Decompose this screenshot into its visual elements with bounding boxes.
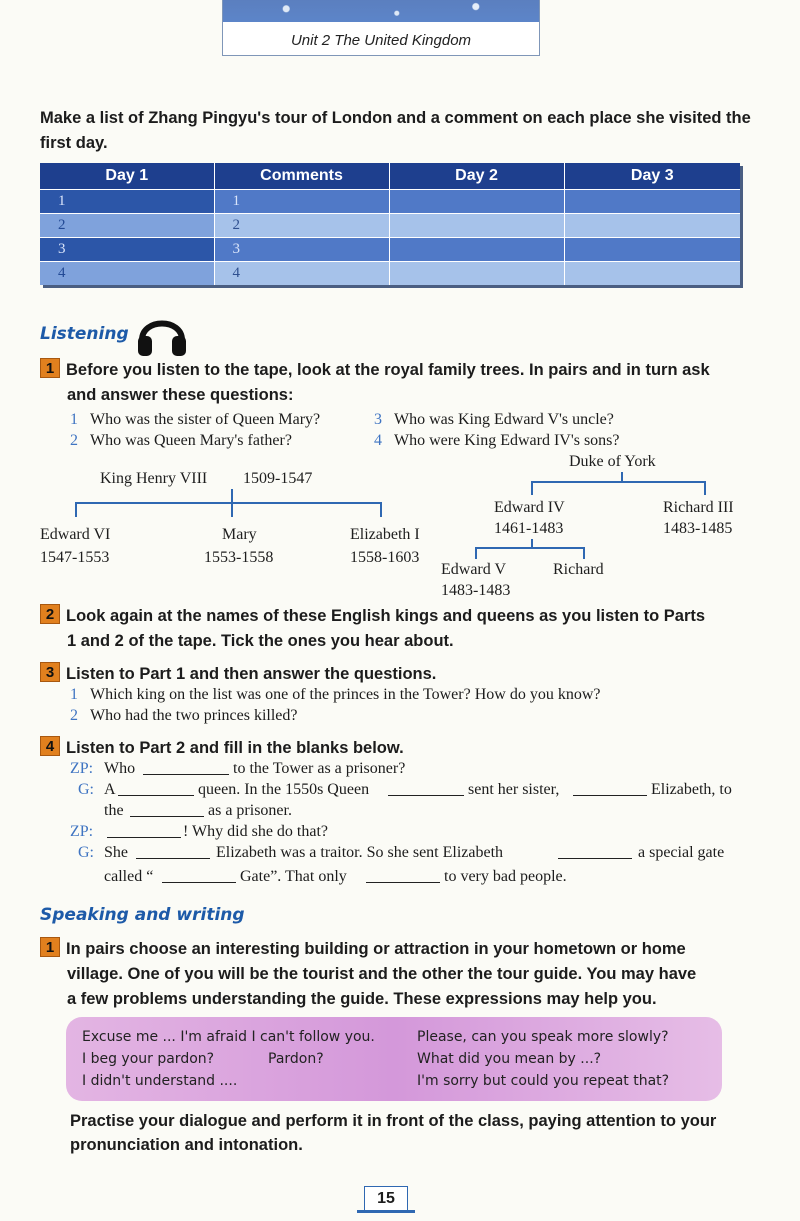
listening-task-4	[40, 736, 404, 761]
tree-line	[704, 481, 706, 495]
expression: Pardon?	[268, 1051, 324, 1067]
tree-node-years: 1483-1483	[441, 582, 511, 599]
tree-line	[380, 502, 382, 517]
listening-task-1	[40, 358, 760, 383]
table-row	[40, 237, 740, 261]
dialogue-text: queen. In the 1550s Queen	[198, 781, 370, 798]
tree-line	[475, 547, 584, 549]
unit-header	[222, 0, 540, 56]
speaker-label: G:	[78, 844, 94, 861]
task-number: 2	[40, 604, 60, 624]
task-text: Listen to Part 2 and fill in the blanks below.	[66, 739, 404, 757]
tree-root-name: King Henry VIII	[100, 470, 208, 487]
table-cell	[389, 261, 564, 285]
tree-line	[531, 481, 705, 483]
tree-node-name: Mary	[222, 526, 257, 543]
task-text-cont: village. One of you will be the tourist and the other the tour guide. You may have	[67, 965, 697, 983]
listening-task-3	[40, 662, 436, 687]
answer-blank[interactable]	[366, 869, 440, 883]
question-item: 1 Which king on the list was one of the princes in the Tower? How do you know?	[70, 686, 601, 703]
table-row	[40, 261, 740, 285]
dialogue-text: to the Tower as a prisoner?	[233, 760, 406, 777]
task-text-cont: a few problems understanding the guide. These expressions may help you.	[67, 990, 657, 1008]
intro-instruction: Make a list of Zhang Pingyu's tour of London and a comment on each place she visited the first day.	[40, 109, 751, 152]
expression: I'm sorry but could you repeat that?	[417, 1073, 670, 1089]
tree-node-years: 1558-1603	[350, 549, 420, 566]
dialogue-text: Who	[104, 760, 136, 777]
table-cell	[564, 237, 740, 261]
table-cell	[564, 261, 740, 285]
answer-blank[interactable]	[573, 782, 647, 796]
page-number: 15	[364, 1186, 408, 1212]
dialogue-text: as a prisoner.	[208, 802, 292, 819]
task-number: 1	[40, 358, 60, 378]
answer-blank[interactable]	[388, 782, 464, 796]
dialogue-text: the	[104, 802, 124, 819]
tree-line	[583, 547, 585, 559]
tree-node-name: Richard III	[663, 499, 734, 516]
column-header: Day 2	[389, 163, 564, 189]
table-cell	[389, 237, 564, 261]
dialogue-text: Elizabeth, to	[651, 781, 732, 798]
table-cell: 4	[214, 261, 389, 285]
dialogue-text: A	[104, 781, 116, 798]
table-cell: 1	[214, 189, 389, 213]
speaker-label: ZP:	[70, 760, 94, 777]
task-text: In pairs choose an interesting building or attraction in your hometown or home	[66, 940, 686, 958]
unit-title: Unit 2 The United Kingdom	[290, 32, 472, 49]
column-header: Day 1	[40, 163, 214, 189]
table-cell: 1	[40, 189, 214, 213]
tree-node-name: Richard	[553, 561, 604, 578]
table-cell: 3	[214, 237, 389, 261]
task-text: Before you listen to the tape, look at the royal family trees. In pairs and in turn ask	[66, 361, 710, 379]
table-cell	[564, 189, 740, 213]
practise-instruction-cont: pronunciation and intonation.	[70, 1136, 303, 1154]
tree-node-years: 1461-1483	[494, 520, 564, 537]
header-decoration	[223, 0, 539, 22]
tree-node-years: 1553-1558	[204, 549, 274, 566]
answer-blank[interactable]	[143, 761, 229, 775]
task-number: 3	[40, 662, 60, 682]
tree-node-years: 1483-1485	[663, 520, 733, 537]
dialogue-text: to very bad people.	[444, 868, 567, 885]
tree-node-years: 1547-1553	[40, 549, 110, 566]
expression: I beg your pardon?	[82, 1051, 215, 1067]
tree-line	[475, 547, 477, 559]
expression: Excuse me ... I'm afraid I can't follow you.	[82, 1029, 375, 1045]
useful-expressions-box	[66, 1017, 722, 1101]
listening-heading: Listening	[40, 324, 129, 344]
question-item: 4 Who were King Edward IV's sons?	[374, 432, 620, 449]
tree-line	[75, 502, 77, 517]
tree-line	[531, 481, 533, 495]
table-row	[40, 189, 740, 213]
page-number-underline	[357, 1210, 415, 1213]
table-cell	[389, 189, 564, 213]
answer-blank[interactable]	[107, 824, 181, 838]
table-row	[40, 213, 740, 237]
table-cell: 4	[40, 261, 214, 285]
question-item: 1 Who was the sister of Queen Mary?	[70, 411, 321, 428]
table-header-row	[40, 163, 740, 189]
speaking-task-1	[40, 937, 770, 962]
tree-node-name: Edward VI	[40, 526, 111, 543]
answer-blank[interactable]	[162, 869, 236, 883]
listening-task-2	[40, 604, 770, 629]
answer-blank[interactable]	[558, 845, 632, 859]
dialogue-text: Elizabeth was a traitor. So she sent Elizabeth	[216, 844, 504, 861]
task-text: Look again at the names of these English kings and queens as you listen to Parts	[66, 607, 706, 625]
dialogue-text: sent her sister,	[468, 781, 560, 798]
expression: Please, can you speak more slowly?	[417, 1029, 669, 1045]
answer-blank[interactable]	[130, 803, 204, 817]
expression: What did you mean by ...?	[417, 1051, 602, 1067]
headphones-icon	[134, 310, 190, 360]
table-cell: 2	[40, 213, 214, 237]
task-number: 1	[40, 937, 60, 957]
table-cell	[389, 213, 564, 237]
answer-blank[interactable]	[118, 782, 194, 796]
tree-node-name: Edward V	[441, 561, 507, 578]
question-item: 2 Who was Queen Mary's father?	[70, 432, 292, 449]
task-text-cont: and answer these questions:	[67, 386, 294, 404]
tree-line	[75, 502, 381, 504]
tree-node-name: Edward IV	[494, 499, 565, 516]
column-header: Comments	[214, 163, 389, 189]
task-text-cont: 1 and 2 of the tape. Tick the ones you hear about.	[67, 632, 454, 650]
speaker-label: ZP:	[70, 823, 94, 840]
dialogue-text: ! Why did she do that?	[183, 823, 329, 840]
dialogue-text: called “	[104, 868, 154, 885]
tree-root-years: 1509-1547	[243, 470, 313, 487]
expression: I didn't understand ....	[82, 1073, 238, 1089]
dialogue-text: Gate”. That only	[240, 868, 347, 885]
dialogue-text: She	[104, 844, 128, 861]
tree-node-name: Elizabeth I	[350, 526, 420, 543]
answer-blank[interactable]	[136, 845, 210, 859]
speaker-label: G:	[78, 781, 94, 798]
question-item: 3 Who was King Edward V's uncle?	[374, 411, 614, 428]
task-number: 4	[40, 736, 60, 756]
question-item: 2 Who had the two princes killed?	[70, 707, 298, 724]
tour-table	[40, 163, 740, 285]
task-text: Listen to Part 1 and then answer the questions.	[66, 665, 437, 683]
speaking-heading: Speaking and writing	[40, 905, 245, 925]
tree-root-name: Duke of York	[569, 453, 656, 470]
column-header: Day 3	[564, 163, 740, 189]
table-cell	[564, 213, 740, 237]
table-cell: 2	[214, 213, 389, 237]
table-cell: 3	[40, 237, 214, 261]
practise-instruction: Practise your dialogue and perform it in front of the class, paying attention to your	[70, 1112, 717, 1130]
dialogue-text: a special gate	[638, 844, 725, 861]
